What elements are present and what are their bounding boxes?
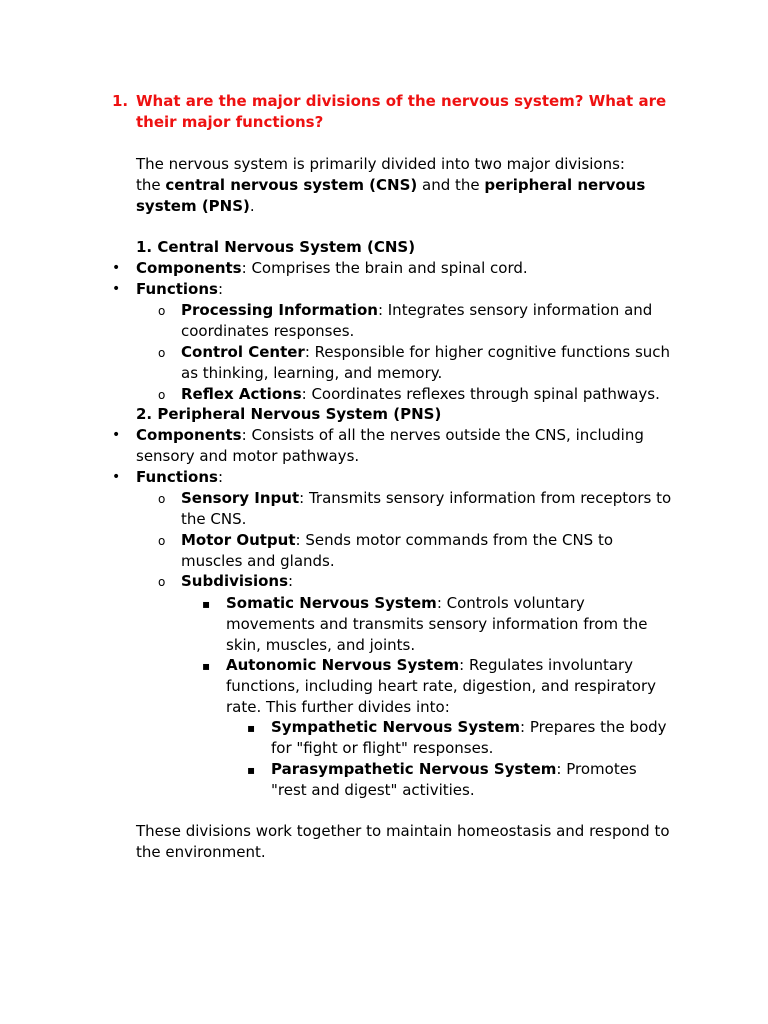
intro-line-2: the central nervous system (CNS) and the peripheral nervous	[136, 176, 646, 194]
pns-item-motor: Motor Output: Sends motor commands from the CNS to	[181, 531, 614, 549]
pns-item-subdivisions: Subdivisions:	[181, 572, 294, 590]
cns-item-control: Control Center: Responsible for higher cognitive functions such	[181, 343, 671, 361]
square-bullet-icon: ▪	[202, 659, 211, 673]
cns-item-reflex: Reflex Actions: Coordinates reflexes through spinal pathways.	[181, 385, 660, 403]
cns-item-processing: Processing Information: Integrates sensory information and	[181, 301, 653, 319]
cns-components: Components: Comprises the brain and spinal cord.	[136, 259, 528, 277]
pns-heading: 2. Peripheral Nervous System (PNS)	[136, 405, 442, 423]
circle-bullet-icon: o	[158, 304, 166, 318]
pns-components-cont: sensory and motor pathways.	[136, 447, 360, 465]
bullet-icon: •	[112, 260, 121, 276]
conclusion-line-2: the environment.	[136, 843, 266, 861]
circle-bullet-icon: o	[158, 492, 166, 506]
somatic-line-2: movements and transmits sensory information from the	[226, 615, 648, 633]
question-line-1: What are the major divisions of the nervous system? What are	[136, 92, 667, 110]
pns-item-sensory-cont: the CNS.	[181, 510, 247, 528]
sympathetic-line-1: Sympathetic Nervous System: Prepares the body	[271, 718, 667, 736]
sympathetic-line-2: for "fight or flight" responses.	[271, 739, 494, 757]
pns-item-sensory: Sensory Input: Transmits sensory information from receptors to	[181, 489, 672, 507]
intro-line-3: system (PNS).	[136, 197, 255, 215]
cns-item-processing-cont: coordinates responses.	[181, 322, 355, 340]
question-number: 1.	[112, 92, 129, 110]
intro-line-1: The nervous system is primarily divided into two major divisions:	[136, 155, 625, 173]
somatic-line-3: skin, muscles, and joints.	[226, 636, 416, 654]
pns-components: Components: Consists of all the nerves outside the CNS, including	[136, 426, 644, 444]
pns-functions: Functions:	[136, 468, 224, 486]
parasympathetic-line-1: Parasympathetic Nervous System: Promotes	[271, 760, 637, 778]
pns-item-motor-cont: muscles and glands.	[181, 552, 335, 570]
cns-functions: Functions:	[136, 280, 224, 298]
autonomic-line-1: Autonomic Nervous System: Regulates involuntary	[226, 656, 634, 674]
circle-bullet-icon: o	[158, 534, 166, 548]
square-bullet-icon: ▪	[202, 597, 211, 611]
circle-bullet-icon: o	[158, 575, 166, 589]
circle-bullet-icon: o	[158, 388, 166, 402]
question-line-2: their major functions?	[136, 113, 324, 131]
bullet-icon: •	[112, 281, 121, 297]
somatic-line-1: Somatic Nervous System: Controls voluntary	[226, 594, 585, 612]
square-bullet-icon: ▪	[247, 763, 256, 777]
square-bullet-icon: ▪	[247, 721, 256, 735]
conclusion-line-1: These divisions work together to maintain homeostasis and respond to	[136, 822, 670, 840]
cns-heading: 1. Central Nervous System (CNS)	[136, 238, 416, 256]
bullet-icon: •	[112, 427, 121, 443]
parasympathetic-line-2: "rest and digest" activities.	[271, 781, 475, 799]
cns-item-control-cont: as thinking, learning, and memory.	[181, 364, 443, 382]
circle-bullet-icon: o	[158, 346, 166, 360]
bullet-icon: •	[112, 469, 121, 485]
autonomic-line-3: rate. This further divides into:	[226, 698, 450, 716]
autonomic-line-2: functions, including heart rate, digestion, and respiratory	[226, 677, 656, 695]
